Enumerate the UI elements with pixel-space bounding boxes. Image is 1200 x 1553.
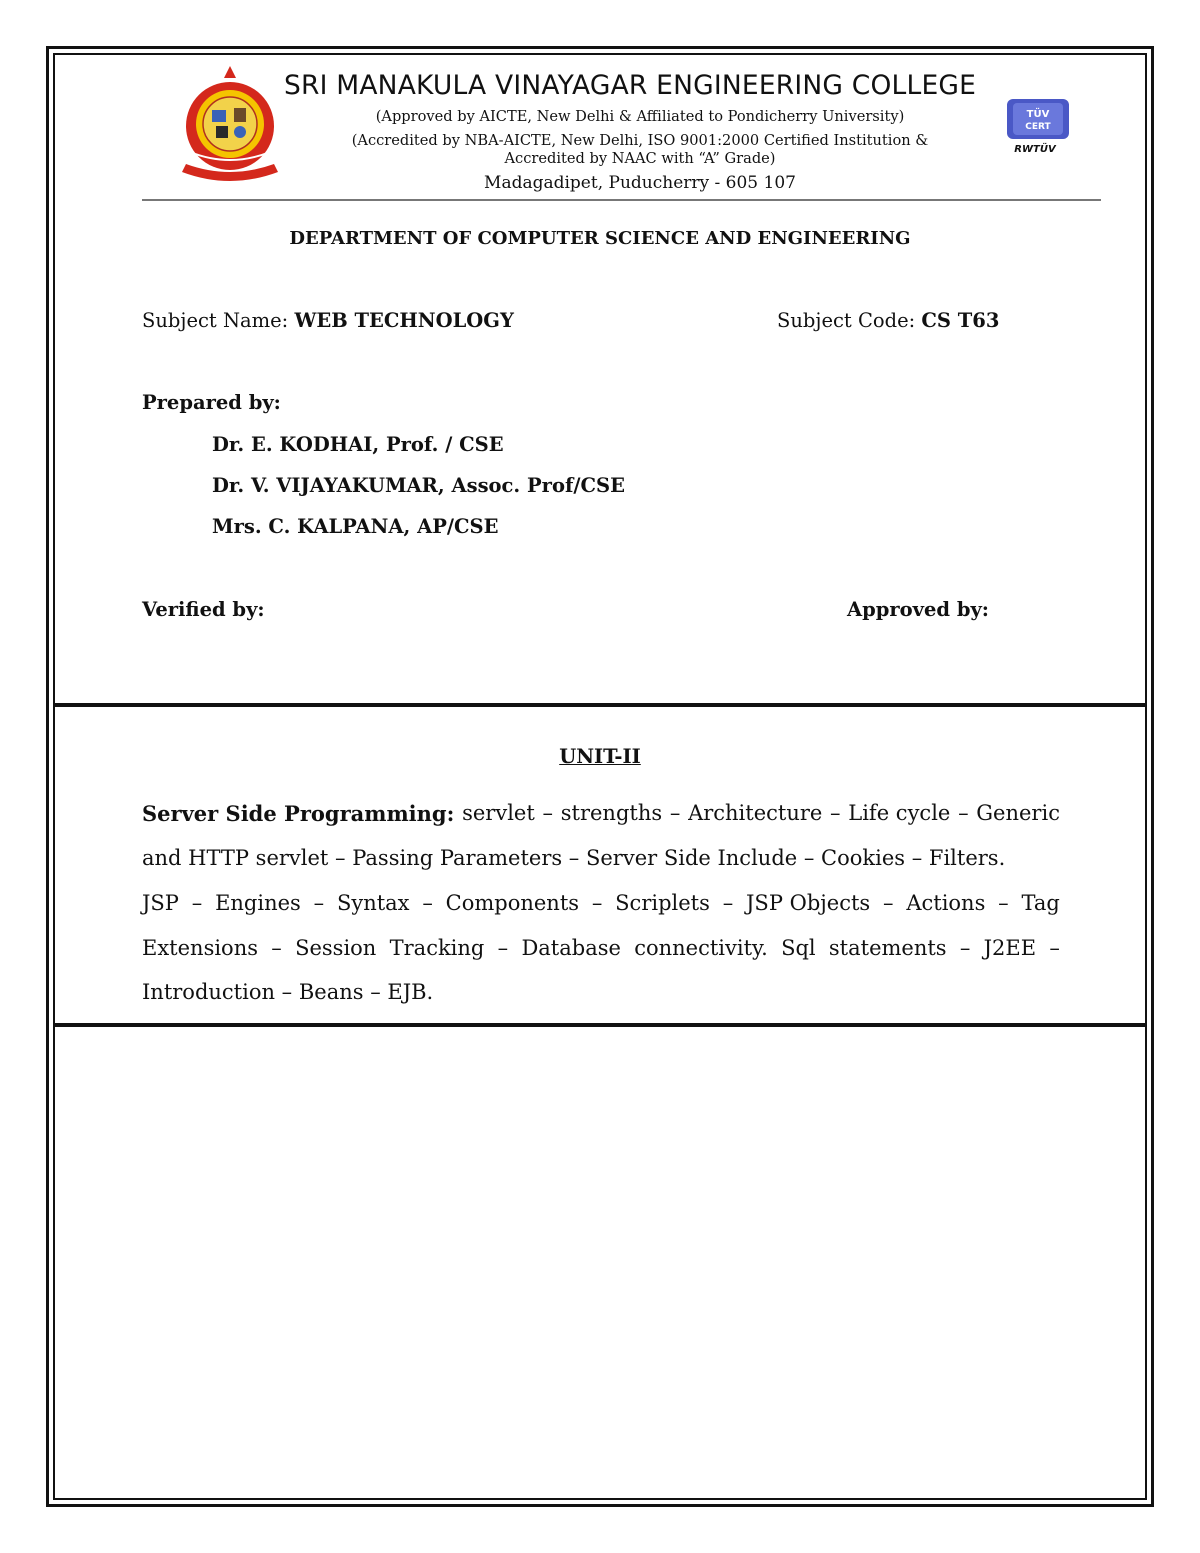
syllabus-word: – xyxy=(830,801,841,825)
verified-by-label: Verified by: xyxy=(142,598,265,621)
syllabus-word: – xyxy=(591,891,603,915)
syllabus-word: Extensions xyxy=(142,936,259,960)
syllabus-word: – xyxy=(271,936,282,960)
accreditation-line-2: Accredited by NAAC with “A” Grade) xyxy=(504,150,776,167)
accreditation-line-1: (Accredited by NBA-AICTE, New Delhi, ISO 9001:2000 Certified Institution & xyxy=(351,132,929,149)
syllabus-word: connectivity. xyxy=(634,936,768,960)
college-logo-icon xyxy=(176,64,284,186)
syllabus-word: Tracking xyxy=(389,936,485,960)
syllabus-word: Sql xyxy=(781,936,816,960)
syllabus-word: Scriplets xyxy=(615,891,710,915)
syllabus-word: – xyxy=(313,891,325,915)
syllabus-lead: Server Side Programming: xyxy=(142,801,455,826)
college-name: SRI MANAKULA VINAYAGAR ENGINEERING COLLEGE xyxy=(284,70,977,101)
subject-name xyxy=(142,309,514,332)
syllabus-word: – xyxy=(542,801,554,825)
syllabus-line-1 xyxy=(142,801,1060,826)
syllabus-line-3 xyxy=(142,891,1060,915)
subject-code-value: CS T63 xyxy=(921,309,1000,332)
approval-line: (Approved by AICTE, New Delhi & Affiliated to Pondicherry University) xyxy=(375,108,905,125)
syllabus-word: Generic xyxy=(976,801,1060,825)
subject-name-value: WEB TECHNOLOGY xyxy=(294,309,514,332)
section-divider-top xyxy=(55,703,1145,707)
syllabus-word: – xyxy=(422,891,433,915)
subject-name-label: Subject Name: xyxy=(142,309,295,332)
subject-code xyxy=(777,309,999,332)
syllabus-word: Actions xyxy=(906,891,986,915)
syllabus-word: – xyxy=(1049,936,1060,960)
syllabus-word: Session xyxy=(295,936,377,960)
syllabus-word: Database xyxy=(521,936,621,960)
subject-code-label: Subject Code: xyxy=(777,309,922,332)
college-address: Madagadipet, Puducherry - 605 107 xyxy=(484,173,796,193)
syllabus-word: strengths xyxy=(560,801,663,825)
syllabus-word: – xyxy=(191,891,203,915)
syllabus-word: – xyxy=(883,891,894,915)
preparer-3: Mrs. C. KALPANA, AP/CSE xyxy=(212,515,499,538)
syllabus-word: Components xyxy=(445,891,580,915)
syllabus-word: JSP xyxy=(142,891,179,915)
syllabus-word: Life cycle xyxy=(848,801,951,825)
tuv-cert-logo-icon xyxy=(1005,97,1071,155)
cert-logo-top-text: TÜV xyxy=(1026,109,1050,120)
page-border-inner xyxy=(53,53,1147,1500)
syllabus-word: Engines xyxy=(215,891,301,915)
syllabus-word: J2EE xyxy=(983,936,1037,960)
approved-by-label: Approved by: xyxy=(847,598,990,621)
preparer-2: Dr. V. VIJAYAKUMAR, Assoc. Prof/CSE xyxy=(212,474,625,497)
syllabus-word: servlet xyxy=(462,801,535,825)
syllabus-word: statements xyxy=(828,936,947,960)
syllabus-word: – xyxy=(998,891,1009,915)
syllabus-word: – xyxy=(958,801,969,825)
syllabus-word: JSP Objects xyxy=(746,891,871,915)
unit-title: UNIT-II xyxy=(559,745,641,768)
syllabus-word: Architecture xyxy=(688,801,823,825)
section-divider-bottom xyxy=(55,1023,1145,1027)
cert-brand-text: RWTÜV xyxy=(1014,144,1056,155)
syllabus-word: – xyxy=(669,801,681,825)
syllabus-word: – xyxy=(722,891,734,915)
prepared-by-label: Prepared by: xyxy=(142,391,281,414)
syllabus-line-5: Introduction – Beans – EJB. xyxy=(142,980,434,1004)
department-title: DEPARTMENT OF COMPUTER SCIENCE AND ENGINEERING xyxy=(289,228,911,249)
syllabus-line-2: and HTTP servlet – Passing Parameters – Server Side Include – Cookies – Filters. xyxy=(142,846,1006,870)
syllabus-word: – xyxy=(497,936,509,960)
syllabus-word: Syntax xyxy=(336,891,410,915)
syllabus-word: Tag xyxy=(1021,891,1060,915)
syllabus-word: – xyxy=(959,936,971,960)
preparer-1: Dr. E. KODHAI, Prof. / CSE xyxy=(212,433,504,456)
header-divider xyxy=(142,199,1101,201)
syllabus-line-4 xyxy=(142,936,1060,960)
cert-logo-bottom-text: CERT xyxy=(1025,122,1051,132)
